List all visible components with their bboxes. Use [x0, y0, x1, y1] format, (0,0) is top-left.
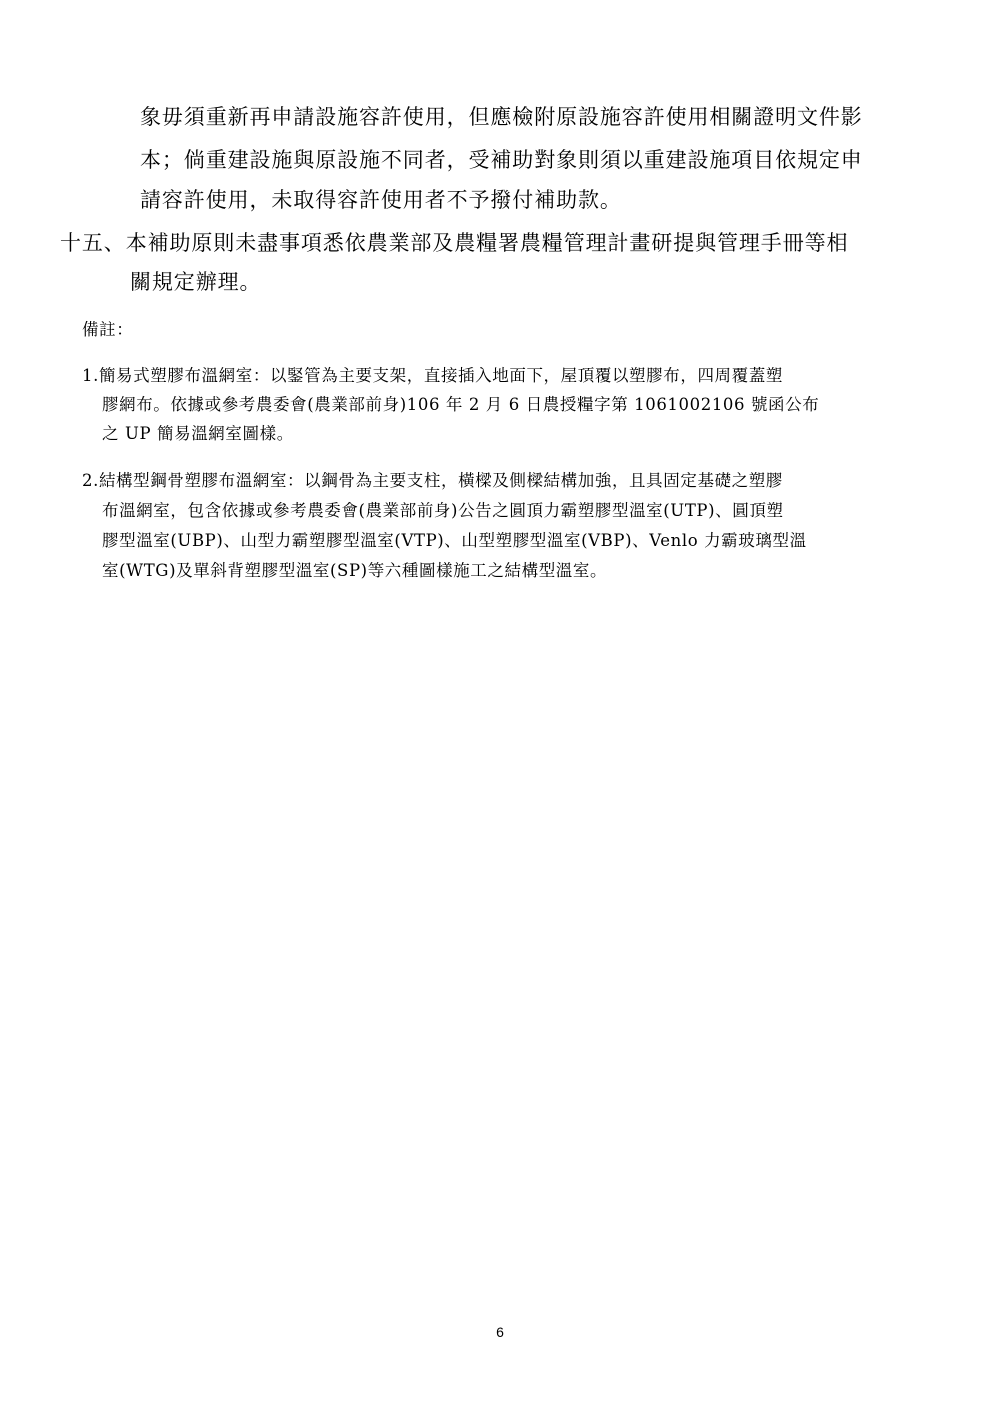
remark-line: 布溫網室，包含依據或參考農委會(農業部前身)公告之圓頂力霸塑膠型溫室(UTP)、圓頂塑 — [102, 501, 784, 520]
remark-line: 膠網布。依據或參考農委會(農業部前身)106 年 2 月 6 日農授糧字第 1061002106 號函公布 — [102, 395, 820, 414]
remark-line: 2.結構型鋼骨塑膠布溫網室：以鋼骨為主要支柱，橫樑及側樑結構加強，且具固定基礎之塑膠 — [82, 471, 783, 490]
remark-line: 膠型溫室(UBP)、山型力霸塑膠型溫室(VTP)、山型塑膠型溫室(VBP)、Venlo 力霸玻璃型溫 — [102, 531, 807, 550]
remark-line: 室(WTG)及單斜背塑膠型溫室(SP)等六種圖樣施工之結構型溫室。 — [102, 561, 608, 580]
clause-15-line: 十五、本補助原則未盡事項悉依農業部及農糧署農糧管理計畫研提與管理手冊等相 — [60, 231, 849, 255]
remark-line: 1.簡易式塑膠布溫網室：以鋻管為主要支架，直接插入地面下，屋頂覆以塑膠布，四周覆蓋塑 — [82, 366, 783, 385]
remarks-heading: 備註： — [82, 320, 134, 339]
page-number: 6 — [496, 1324, 504, 1340]
clause-15-line: 關規定辦理。 — [130, 270, 262, 294]
continuation-line: 本；倘重建設施與原設施不同者，受補助對象則須以重建設施項目依規定申 — [140, 148, 863, 172]
continuation-line: 象毋須重新再申請設施容許使用，但應檢附原設施容許使用相關證明文件影 — [140, 105, 863, 129]
remark-line: 之 UP 簡易溫網室圖樣。 — [102, 424, 294, 443]
continuation-line: 請容許使用，未取得容許使用者不予撥付補助款。 — [140, 188, 622, 212]
